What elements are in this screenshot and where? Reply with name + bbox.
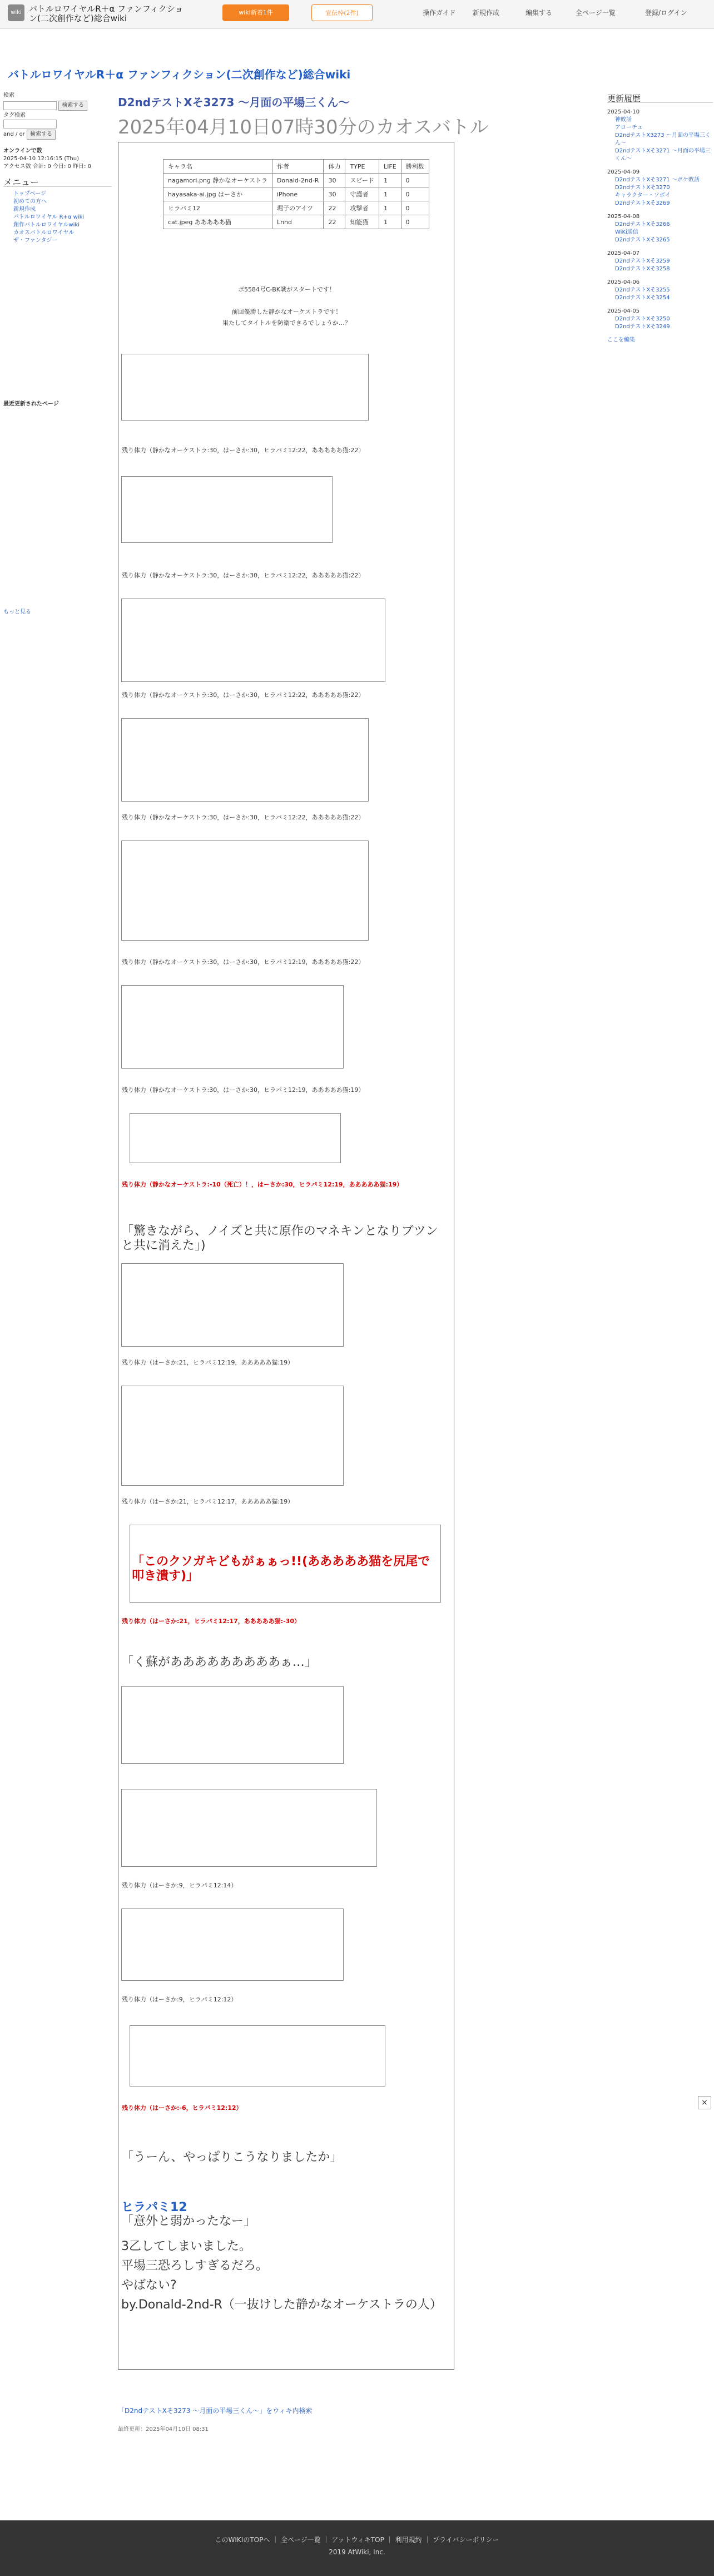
cell: cat.jpeg あああああ猫 xyxy=(163,215,272,229)
cell: nagamori.png 静かなオーケストラ xyxy=(163,174,272,187)
nav-new[interactable]: 新規作成 xyxy=(13,206,36,212)
col-header: 作者 xyxy=(272,160,324,174)
cell: 0 xyxy=(401,174,429,187)
or-label[interactable]: or xyxy=(19,131,25,137)
update-link[interactable]: D2ndテストX3273 〜月面の平場三くん〜 xyxy=(615,132,711,146)
update-link[interactable]: D2ndテストXそ3271 〜ボケ敗話 xyxy=(615,177,700,183)
cell: 守護者 xyxy=(345,187,379,201)
access-counts: アクセス数 合計: 0 今日: 0 昨日: 0 xyxy=(3,164,91,170)
menu-title: メニュー xyxy=(3,179,112,187)
site-title[interactable]: バトルロワイヤルR＋α ファンフィクション(二次創作など)総合wiki xyxy=(29,4,184,23)
battle-box xyxy=(121,354,369,421)
current-date: 2025-04-10 12:16:15 (Thu) xyxy=(3,156,79,162)
battle-box xyxy=(121,1263,344,1347)
menu-new[interactable]: 新規作成 xyxy=(473,9,500,17)
battle-box xyxy=(121,1908,344,1981)
cell: 1 xyxy=(379,187,401,201)
top-bar xyxy=(0,0,714,29)
update-date: 2025-04-09 xyxy=(607,169,640,175)
hp-status: 残り体力（はーさか:9，ヒラパミ12:14） xyxy=(122,1882,237,1889)
update-link[interactable]: D2ndテストXそ3269 xyxy=(615,200,670,206)
hp-status: 残り体力（静かなオーケストラ:30，はーさか:30，ヒラパミ12:19，あああああ猫:22） xyxy=(122,958,365,966)
hp-status: 残り体力（はーさか:-6，ヒラパミ12:12） xyxy=(122,2104,242,2112)
hp-status: 残り体力（はーさか:9，ヒラパミ12:12） xyxy=(122,1996,237,2003)
main-content xyxy=(118,93,596,139)
quote-3: 「このクソガキどもがぁぁっ!!(あああああ猫を尻尾で叩き潰す)」 xyxy=(132,1555,430,1583)
update-link[interactable]: D2ndテストXそ3265 xyxy=(615,237,670,243)
battle-box xyxy=(130,1113,341,1163)
site-footer xyxy=(0,2520,714,2576)
winner-name: ヒラパミ12 xyxy=(121,2201,187,2214)
update-link[interactable]: アローチュ xyxy=(615,125,643,131)
left-sidebar: 検索 検索する タグ検索 and / or 検索する オンラインで数 2025-04-10 12:16:15 (Thu) アクセス数 合計: 0 今日: 0 昨日: 0 メニュー トップページ 初めての方へ 新規作成 バトルロワイヤル R+α wiki 創作バトルロワイヤルwiki カオスバトルロワイヤル ザ・ファンタジー 最近更新されたページ もっと見る xyxy=(3,92,112,616)
hp-status: 残り体力（はーさか:21，ヒラパミ12:19，あああああ猫:19） xyxy=(122,1359,294,1366)
quote-2: 「く蘇があああああああああぁ…」 xyxy=(121,1655,317,1669)
menu-edit[interactable]: 編集する xyxy=(525,9,553,17)
cell: 知能猫 xyxy=(345,215,379,229)
page-title: D2ndテストXそ3273 〜月面の平場三くん〜 xyxy=(118,96,350,109)
battle-box xyxy=(121,1789,377,1867)
ad-slot-button[interactable]: 宣伝枠(2件) xyxy=(311,4,373,21)
wiki-new-button[interactable]: wiki新着1件 xyxy=(222,4,289,21)
hp-status: 残り体力（静かなオーケストラ:30，はーさか:30，ヒラパミ12:22，あああああ猫:22） xyxy=(122,572,365,579)
cell: 堀子のアイツ xyxy=(272,201,324,215)
update-date: 2025-04-06 xyxy=(607,279,640,285)
update-date: 2025-04-10 xyxy=(607,109,640,115)
article-footer xyxy=(118,2406,312,2432)
cell: 22 xyxy=(324,215,345,229)
cell: 1 xyxy=(379,215,401,229)
table-row xyxy=(163,215,429,229)
roster-table xyxy=(163,159,429,229)
hp-status: 残り体力（静かなオーケストラ:-10（死亡）！，はーさか:30，ヒラパミ12:19，あああああ猫:19） xyxy=(122,1181,403,1188)
search-label: 検索 xyxy=(3,92,14,98)
cell: 1 xyxy=(379,174,401,187)
table-row xyxy=(163,174,429,187)
online-count: オンラインで数 xyxy=(3,148,42,154)
tag-search-input[interactable] xyxy=(3,120,57,128)
update-link[interactable]: D2ndテストXそ3249 xyxy=(615,324,670,330)
battle-box xyxy=(121,1686,344,1764)
battle-box xyxy=(121,985,344,1069)
col-header: LIFE xyxy=(379,160,401,174)
intro-line: 果たしてタイトルを防衛できるでしょうか…？ xyxy=(222,319,351,327)
quote-7: 平場三恐ろしすぎるだろ。 xyxy=(121,2259,269,2273)
update-link[interactable]: D2ndテストXそ3258 xyxy=(615,266,670,272)
more-link[interactable]: もっと見る xyxy=(3,609,31,615)
cell: Lnnd xyxy=(272,215,324,229)
update-link[interactable]: WiKi通信 xyxy=(615,229,638,235)
recent-updated-title: 最近更新されたページ xyxy=(3,401,59,407)
update-date: 2025-04-08 xyxy=(607,214,640,220)
quote-1: 「驚きながら、ノイズと共に原作のマネキンとなりブツンと共に消えた」) xyxy=(121,1224,438,1253)
intro-text xyxy=(118,284,455,329)
wiki-logo[interactable]: wiki xyxy=(8,4,24,21)
page-subtitle: 2025年04月10日07時30分のカオスバトル xyxy=(118,116,489,139)
update-date: 2025-04-05 xyxy=(607,308,640,314)
update-link[interactable]: D2ndテストXそ3259 xyxy=(615,258,670,264)
menu-guide[interactable]: 操作ガイド xyxy=(423,9,456,17)
table-row xyxy=(163,201,429,215)
wiki-header[interactable]: バトルロワイヤルR＋α ファンフィクション(二次創作など)総合wiki xyxy=(8,68,351,81)
wiki-search-link[interactable]: 「D2ndテストXそ3273 〜月面の平場三くん〜」をウィキ内検索 xyxy=(118,2407,313,2415)
hp-status: 残り体力（静かなオーケストラ:30，はーさか:30，ヒラパミ12:19，あああああ猫:19） xyxy=(122,1086,365,1094)
hp-status: 残り体力（静かなオーケストラ:30，はーさか:30，ヒラパミ12:22，あああああ猫:22） xyxy=(122,691,365,699)
search-button[interactable]: 検索する xyxy=(58,101,87,111)
update-link[interactable]: D2ndテストXそ3254 xyxy=(615,295,670,301)
nav-chaos[interactable]: カオスバトルロワイヤル xyxy=(13,230,75,236)
cell: 30 xyxy=(324,187,345,201)
update-history-title: 更新履歴 xyxy=(607,95,713,103)
update-link[interactable]: D2ndテストXそ3250 xyxy=(615,316,670,322)
nav-fantasy[interactable]: ザ・ファンタジー xyxy=(13,238,58,244)
footer-links[interactable]: このWIKIのTOPへ ｜ 全ページ一覧 ｜ アットウィキTOP ｜ 利用規約 ｜ プライバシーポリシー xyxy=(215,2536,499,2544)
roster-header-row xyxy=(163,160,429,174)
intro-line: 前回優勝した静かなオーケストラです！ xyxy=(231,308,342,315)
battle-article xyxy=(118,142,454,2370)
hp-status: 残り体力（静かなオーケストラ:30，はーさか:30，ヒラパミ12:22，あああああ猫:22） xyxy=(122,447,365,454)
col-header: 体力 xyxy=(324,160,345,174)
update-date: 2025-04-07 xyxy=(607,250,640,256)
nav-create-br[interactable]: 創作バトルロワイヤルwiki xyxy=(13,222,80,228)
update-link[interactable]: D2ndテストXそ3271 〜月面の平場三くん〜 xyxy=(615,148,711,162)
search-input[interactable] xyxy=(3,101,57,110)
cell: ヒラパミ12 xyxy=(163,201,272,215)
update-link[interactable]: キャラクター・ソボイ xyxy=(615,192,671,199)
col-header: キャラ名 xyxy=(163,160,272,174)
update-link[interactable]: D2ndテストXそ3266 xyxy=(615,221,670,228)
col-header: TYPE xyxy=(345,160,379,174)
battle-box xyxy=(121,476,333,543)
battle-box xyxy=(121,1386,344,1486)
cell: 30 xyxy=(324,174,345,187)
last-update: 最終更新：2025年04月10日 08:31 xyxy=(118,2426,209,2432)
menu-login[interactable]: 登録/ログイン xyxy=(645,9,687,17)
edit-here-link[interactable]: ここを編集 xyxy=(607,337,635,343)
nav-top[interactable]: トップページ xyxy=(13,191,47,197)
close-icon[interactable]: × xyxy=(698,2096,711,2109)
cell: 1 xyxy=(379,201,401,215)
hp-status: 残り体力（はーさか:21，ヒラパミ12:17，あああああ猫:19） xyxy=(122,1498,294,1505)
quote-5: 「意外と弱かったなー」 xyxy=(121,2214,256,2228)
tag-search-label: タグ検索 xyxy=(3,112,26,118)
nav-first[interactable]: 初めての方へ xyxy=(13,199,47,205)
cell: 攻撃者 xyxy=(345,201,379,215)
hp-status: 残り体力（静かなオーケストラ:30，はーさか:30，ヒラパミ12:22，あああああ猫:22） xyxy=(122,814,365,821)
quote-4: 「うーん、やっぱりこうなりましたか」 xyxy=(121,2150,343,2164)
col-header: 勝利数 xyxy=(401,160,429,174)
footer-copyright: 2019 AtWiki, Inc. xyxy=(329,2548,385,2556)
menu-all-pages[interactable]: 全ページ一覧 xyxy=(576,9,616,17)
cell: 22 xyxy=(324,201,345,215)
nav-br-wiki[interactable]: バトルロワイヤル R+α wiki xyxy=(13,214,85,220)
cell: 0 xyxy=(401,201,429,215)
cell: iPhone xyxy=(272,187,324,201)
battle-box xyxy=(121,718,369,802)
quote-8: やばない? xyxy=(121,2278,177,2292)
battle-box xyxy=(121,599,385,682)
table-row xyxy=(163,187,429,201)
cell: 0 xyxy=(401,187,429,201)
update-link[interactable]: D2ndテストXそ3255 xyxy=(615,287,670,293)
battle-box xyxy=(130,1525,441,1603)
and-label[interactable]: and xyxy=(3,131,14,137)
cell: 0 xyxy=(401,215,429,229)
cell: スピード xyxy=(345,174,379,187)
quote-6: 3乙してしまいました。 xyxy=(121,2239,251,2253)
right-sidebar xyxy=(607,95,713,344)
hp-status: 残り体力（はーさか:21，ヒラパミ12:17，あああああ猫:-30） xyxy=(122,1618,300,1625)
update-link[interactable]: D2ndテストXそ3270 xyxy=(615,185,670,191)
battle-box xyxy=(130,2025,385,2086)
intro-line: ボ5584号C-BK戦がスタートです！ xyxy=(237,286,335,293)
update-link[interactable]: 神敗話 xyxy=(615,117,632,123)
tag-search-button[interactable]: 検索する xyxy=(27,130,56,140)
battle-box xyxy=(121,840,369,941)
cell: hayasaka-ai.jpg はーさか xyxy=(163,187,272,201)
cell: Donald-2nd-R xyxy=(272,174,324,187)
quote-9: by.Donald-2nd-R（一抜けした静かなオーケストラの人） xyxy=(121,2298,442,2312)
